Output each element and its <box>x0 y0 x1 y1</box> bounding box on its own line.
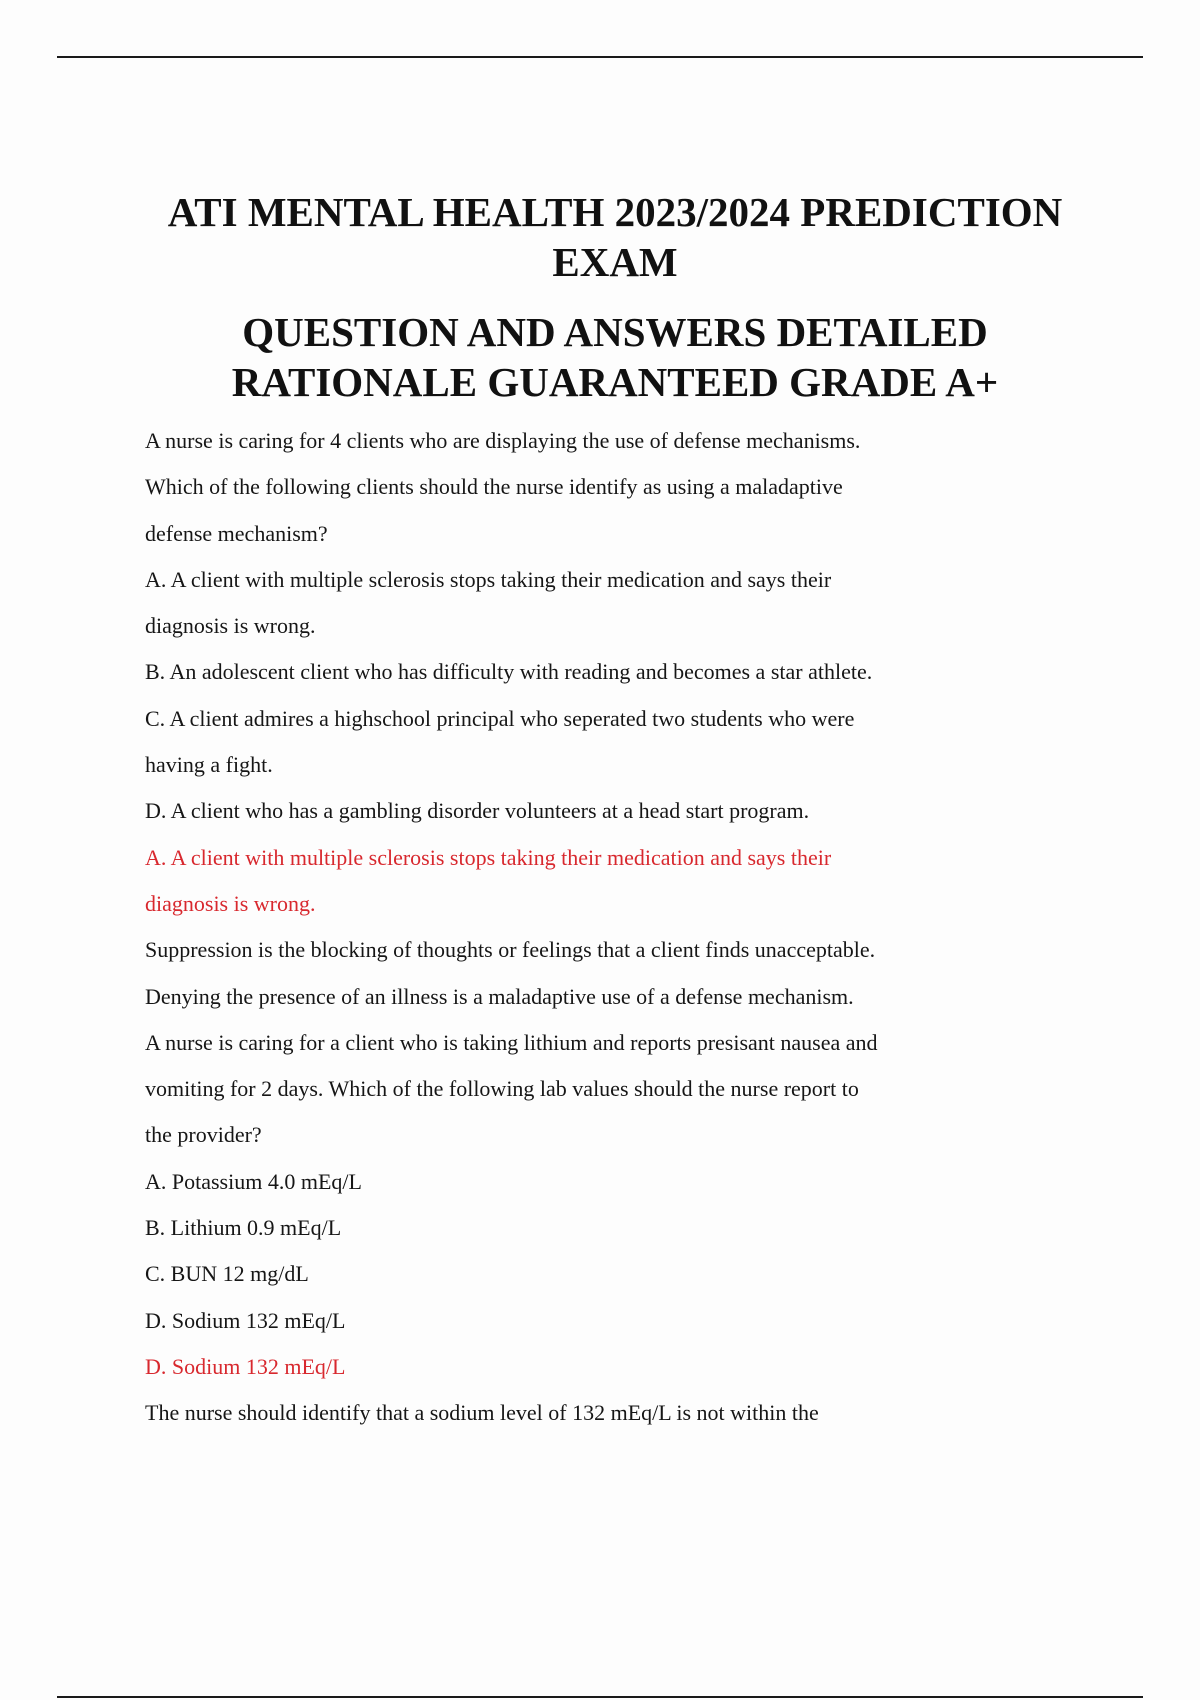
question-2-rationale: The nurse should identify that a sodium level of 132 mEq/L is not within the <box>145 1400 819 1426</box>
question-1-text: Which of the following clients should the nurse identify as using a maladaptive <box>145 474 843 500</box>
question-1-rationale: Suppression is the blocking of thoughts or feelings that a client finds unacceptable. <box>145 937 876 963</box>
question-1-option-a: diagnosis is wrong. <box>145 613 316 639</box>
question-1-option-c: C. A client admires a highschool principal who seperated two students who were <box>145 705 855 731</box>
question-2-option-a: A. Potassium 4.0 mEq/L <box>145 1168 362 1194</box>
subtitle-line-2: RATIONALE GUARANTEED GRADE A+ <box>231 359 999 405</box>
bottom-rule <box>57 1696 1143 1698</box>
document-body <box>145 418 995 1437</box>
title-line-2: EXAM <box>552 239 678 285</box>
question-1-option-a: A. A client with multiple sclerosis stops taking their medication and says their <box>145 566 832 592</box>
question-1-option-c: having a fight. <box>145 752 273 778</box>
question-2-option-d: D. Sodium 132 mEq/L <box>145 1307 346 1333</box>
question-2-option-b: B. Lithium 0.9 mEq/L <box>145 1215 342 1241</box>
title-line-1: ATI MENTAL HEALTH 2023/2024 PREDICTION <box>167 189 1063 235</box>
subtitle-line-1: QUESTION AND ANSWERS DETAILED <box>242 309 988 355</box>
question-2-text: A nurse is caring for a client who is taking lithium and reports presisant nausea and <box>145 1029 878 1055</box>
question-1-answer: diagnosis is wrong. <box>145 890 316 916</box>
question-1-option-d: D. A client who has a gambling disorder volunteers at a head start program. <box>145 798 810 824</box>
question-2-option-c: C. BUN 12 mg/dL <box>145 1261 309 1287</box>
top-rule <box>57 56 1143 58</box>
document-subtitle <box>120 307 1110 407</box>
question-1-option-b: B. An adolescent client who has difficulty with reading and becomes a star athlete. <box>145 659 873 685</box>
question-2-answer: D. Sodium 132 mEq/L <box>145 1353 346 1379</box>
question-2-text: vomiting for 2 days. Which of the following lab values should the nurse report to <box>145 1076 859 1102</box>
question-2-text: the provider? <box>145 1122 262 1148</box>
question-1-text: defense mechanism? <box>145 520 328 546</box>
document-title <box>120 187 1110 287</box>
question-1-answer: A. A client with multiple sclerosis stops taking their medication and says their <box>145 844 832 870</box>
question-1-text: A nurse is caring for 4 clients who are displaying the use of defense mechanisms. <box>145 428 861 453</box>
question-1-rationale: Denying the presence of an illness is a maladaptive use of a defense mechanism. <box>145 983 854 1009</box>
